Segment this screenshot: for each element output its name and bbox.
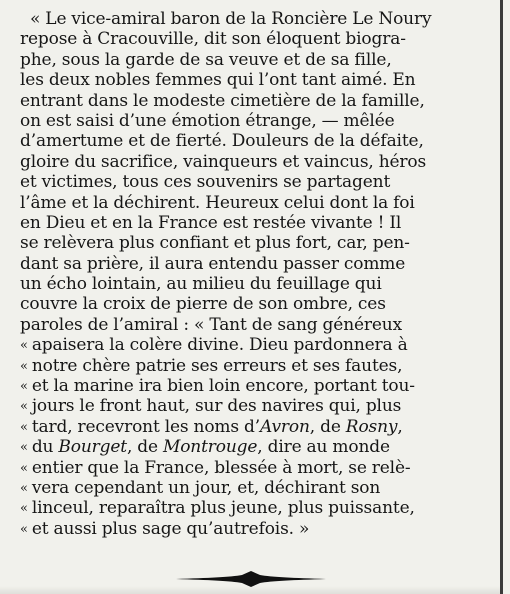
page-bottom-shade	[0, 586, 500, 594]
text-line: un écho lointain, au milieu du feuillage qui	[20, 274, 382, 295]
text-line: gloire du sacrifice, vainqueurs et vaincus, héros	[20, 151, 427, 172]
quote-mark: «	[20, 338, 28, 354]
text-line: se relèvera plus confiant et plus fort, car, pen-	[20, 233, 410, 254]
text-line: couvre la croix de pierre de son ombre, ces	[20, 294, 386, 315]
column-divider	[500, 0, 503, 594]
quote-text: et aussi plus sage qu’autrefois. »	[31, 518, 310, 539]
quote-text: ,	[397, 416, 403, 437]
quote-text: apaisera la colère divine. Dieu pardonnera à	[31, 335, 408, 356]
text-line: d’amertume et de fierté. Douleurs de la défaite,	[20, 131, 424, 152]
quote-mark: «	[20, 480, 28, 496]
article-text	[20, 9, 494, 539]
text-line: dant sa prière, il aura entendu passer comme	[20, 253, 406, 274]
quote-text: du	[31, 437, 59, 458]
quote-line	[20, 519, 494, 539]
text-line: en Dieu et en la France est restée vivante ! Il	[20, 212, 402, 233]
quote-text: jours le front haut, sur des navires qui, plus	[31, 396, 402, 417]
place-name-italic: Bourget	[58, 437, 127, 458]
quote-text: , de	[126, 437, 163, 458]
quote-line	[20, 498, 494, 518]
quote-line	[20, 478, 494, 498]
text-line: les deux nobles femmes qui l’ont tant aimé. En	[20, 70, 416, 91]
text-line: l’âme et la déchirent. Heureux celui dont la foi	[20, 192, 415, 213]
quote-text: et la marine ira bien loin encore, portant tou-	[31, 376, 415, 397]
quote-text: , de	[309, 416, 346, 437]
end-ornament	[174, 571, 328, 587]
text-line: paroles de l’amiral : « Tant de sang généreux	[20, 314, 403, 335]
quote-text: linceul, reparaîtra plus jeune, plus puissante,	[31, 498, 415, 519]
quote-line	[20, 437, 494, 457]
quote-mark: «	[20, 399, 28, 415]
quote-line	[20, 458, 494, 478]
quote-mark: «	[20, 419, 28, 435]
place-name-italic: Rosny	[345, 416, 398, 437]
text-line: repose à Cracouville, dit son éloquent biogra-	[20, 29, 406, 50]
quote-text: , dire au monde	[257, 437, 390, 458]
text-line: « Le vice-amiral baron de la Roncière Le Noury	[30, 9, 432, 29]
place-name-italic: Montrouge	[162, 437, 258, 458]
quote-mark: «	[20, 379, 28, 395]
quote-text: notre chère patrie ses erreurs et ses fautes,	[31, 355, 403, 376]
text-line: et victimes, tous ces souvenirs se partagent	[20, 172, 391, 193]
quote-text: entier que la France, blessée à mort, se relè-	[31, 457, 411, 478]
quote-line	[20, 376, 494, 396]
text-line: phe, sous la garde de sa veuve et de sa fille,	[20, 49, 392, 70]
quote-mark: «	[20, 501, 28, 517]
quote-text: tard, recevront les noms d’	[31, 416, 261, 437]
quote-text: vera cependant un jour, et, déchirant son	[31, 477, 381, 498]
quote-line	[20, 417, 494, 437]
quote-line	[20, 396, 494, 416]
text-line: entrant dans le modeste cimetière de la famille,	[20, 90, 425, 111]
quote-mark: «	[20, 460, 28, 476]
quote-line	[20, 335, 494, 355]
quote-mark: «	[20, 521, 28, 537]
quote-mark: «	[20, 358, 28, 374]
quote-line	[20, 356, 494, 376]
text-line: on est saisi d’une émotion étrange, — mêlée	[20, 110, 395, 131]
place-name-italic: Avron	[260, 416, 310, 437]
quote-mark: «	[20, 440, 28, 456]
